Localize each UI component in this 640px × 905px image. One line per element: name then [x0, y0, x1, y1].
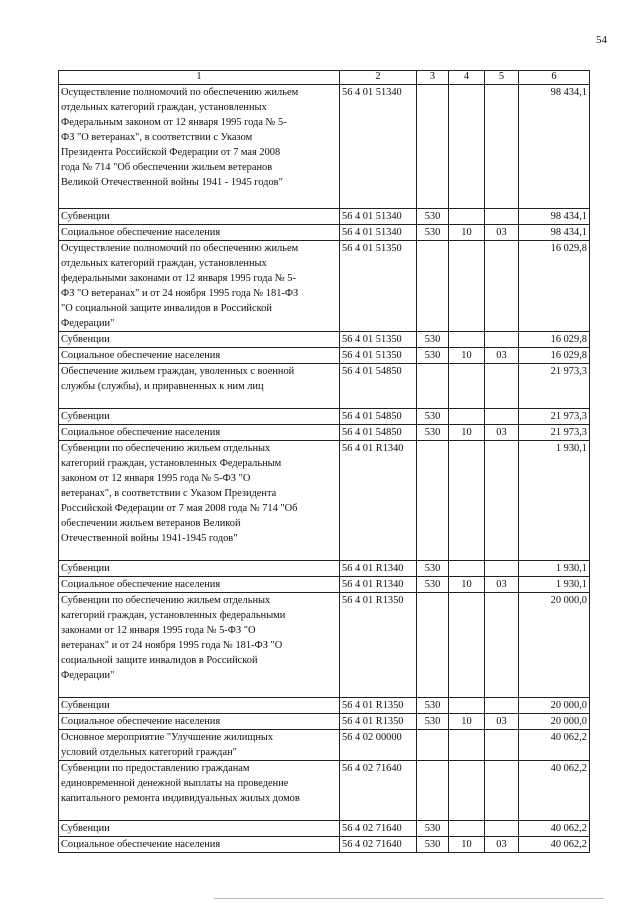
- row-name-cell: Субвенции по обеспечению жильем отдельных категорий граждан, установленных Федеральным законом от 12 января 1995 года № 5-ФЗ "О ветеранах", в соответствии с Указом Президента Российской Федерации от 7 мая 2008 года № 714 "Об обеспечении жильем ветеранов Великой Отечественной войны 1941-1945 годов": [59, 441, 340, 561]
- row-name-cell: Социальное обеспечение населения: [59, 837, 340, 853]
- row-name-cell: Субвенции по предоставлению гражданам единовременной денежной выплаты на проведение капитального ремонта индивидуальных жилых домов: [59, 761, 340, 821]
- table-row: [59, 241, 590, 332]
- row-name-cell: Субвенции: [59, 698, 340, 714]
- table-row: [59, 561, 590, 577]
- row-vr-cell: [417, 593, 449, 698]
- row-name-cell: Социальное обеспечение населения: [59, 425, 340, 441]
- row-rz-cell: 10: [449, 348, 485, 364]
- row-vr-cell: [417, 761, 449, 821]
- row-code-cell: 56 4 02 00000: [340, 730, 417, 761]
- row-code-cell: 56 4 01 54850: [340, 364, 417, 409]
- row-name-cell: Обеспечение жильем граждан, уволенных с военной службы (службы), и приравненных к ним лиц: [59, 364, 340, 409]
- row-sum-cell: 98 434,1: [519, 225, 590, 241]
- row-name-cell: Осуществление полномочий по обеспечению жильем отдельных категорий граждан, установленных Федеральным законом от 12 января 1995 года № 5- ФЗ "О ветеранах", в соответствии с Указом Президента Российской Федерации от 7 мая 2008 года № 714 "Об обеспечении жильем ветеранов Великой Отечественной войны 1941 - 1945 годов": [59, 85, 340, 209]
- row-vr-cell: 530: [417, 837, 449, 853]
- row-pr-cell: 03: [485, 225, 519, 241]
- row-vr-cell: [417, 364, 449, 409]
- row-pr-cell: [485, 332, 519, 348]
- table-row: [59, 577, 590, 593]
- row-pr-cell: [485, 85, 519, 209]
- row-code-cell: 56 4 01 R1340: [340, 577, 417, 593]
- row-vr-cell: [417, 241, 449, 332]
- header-cell: 4: [449, 71, 485, 85]
- row-name-cell: Субвенции: [59, 821, 340, 837]
- table-row: [59, 409, 590, 425]
- row-rz-cell: [449, 364, 485, 409]
- row-code-cell: 56 4 01 R1340: [340, 561, 417, 577]
- row-rz-cell: 10: [449, 577, 485, 593]
- row-sum-cell: 40 062,2: [519, 821, 590, 837]
- page-number: 54: [596, 34, 607, 46]
- row-pr-cell: 03: [485, 425, 519, 441]
- row-rz-cell: [449, 698, 485, 714]
- table-row: [59, 425, 590, 441]
- row-pr-cell: [485, 441, 519, 561]
- row-pr-cell: [485, 241, 519, 332]
- row-vr-cell: 530: [417, 698, 449, 714]
- row-pr-cell: [485, 730, 519, 761]
- row-rz-cell: [449, 409, 485, 425]
- table-row: [59, 209, 590, 225]
- row-rz-cell: [449, 209, 485, 225]
- row-code-cell: 56 4 02 71640: [340, 821, 417, 837]
- row-code-cell: 56 4 01 R1350: [340, 593, 417, 698]
- row-name-cell: Социальное обеспечение населения: [59, 577, 340, 593]
- row-sum-cell: 16 029,8: [519, 348, 590, 364]
- row-vr-cell: [417, 85, 449, 209]
- table-row: [59, 441, 590, 561]
- row-sum-cell: 20 000,0: [519, 593, 590, 698]
- budget-table: [58, 70, 590, 853]
- table-row: [59, 364, 590, 409]
- row-rz-cell: 10: [449, 714, 485, 730]
- row-pr-cell: 03: [485, 714, 519, 730]
- row-sum-cell: 98 434,1: [519, 85, 590, 209]
- row-code-cell: 56 4 01 51340: [340, 85, 417, 209]
- row-pr-cell: [485, 698, 519, 714]
- table-row: [59, 698, 590, 714]
- table-row: [59, 714, 590, 730]
- table-row: [59, 348, 590, 364]
- row-code-cell: 56 4 01 R1350: [340, 714, 417, 730]
- row-code-cell: 56 4 01 54850: [340, 425, 417, 441]
- row-name-cell: Социальное обеспечение населения: [59, 225, 340, 241]
- row-rz-cell: [449, 561, 485, 577]
- row-code-cell: 56 4 01 51350: [340, 332, 417, 348]
- table-row: [59, 593, 590, 698]
- row-name-cell: Осуществление полномочий по обеспечению жильем отдельных категорий граждан, установленных федеральными законами от 12 января 1995 года № 5- ФЗ "О ветеранах" и от 24 ноября 1995 года № 181-ФЗ "О социальной защите инвалидов в Российской Федерации": [59, 241, 340, 332]
- row-sum-cell: 21 973,3: [519, 425, 590, 441]
- row-sum-cell: 16 029,8: [519, 241, 590, 332]
- row-vr-cell: 530: [417, 225, 449, 241]
- row-code-cell: 56 4 01 R1340: [340, 441, 417, 561]
- row-pr-cell: [485, 821, 519, 837]
- row-pr-cell: [485, 364, 519, 409]
- row-name-cell: Социальное обеспечение населения: [59, 714, 340, 730]
- row-name-cell: Основное мероприятие "Улучшение жилищных условий отдельных категорий граждан": [59, 730, 340, 761]
- row-sum-cell: 20 000,0: [519, 698, 590, 714]
- row-pr-cell: [485, 561, 519, 577]
- table-row: [59, 85, 590, 209]
- row-name-cell: Субвенции: [59, 332, 340, 348]
- row-pr-cell: 03: [485, 348, 519, 364]
- row-vr-cell: 530: [417, 409, 449, 425]
- row-sum-cell: 40 062,2: [519, 730, 590, 761]
- row-code-cell: 56 4 01 51340: [340, 225, 417, 241]
- row-rz-cell: [449, 730, 485, 761]
- table-row: [59, 837, 590, 853]
- row-code-cell: 56 4 01 51350: [340, 241, 417, 332]
- row-rz-cell: [449, 332, 485, 348]
- row-rz-cell: [449, 593, 485, 698]
- row-pr-cell: 03: [485, 837, 519, 853]
- row-vr-cell: [417, 441, 449, 561]
- row-pr-cell: [485, 761, 519, 821]
- row-sum-cell: 40 062,2: [519, 837, 590, 853]
- row-rz-cell: [449, 85, 485, 209]
- row-code-cell: 56 4 01 51340: [340, 209, 417, 225]
- row-sum-cell: 98 434,1: [519, 209, 590, 225]
- row-name-cell: Субвенции: [59, 209, 340, 225]
- row-vr-cell: 530: [417, 332, 449, 348]
- row-pr-cell: [485, 209, 519, 225]
- row-sum-cell: 21 973,3: [519, 409, 590, 425]
- table-row: [59, 761, 590, 821]
- row-rz-cell: [449, 761, 485, 821]
- row-code-cell: 56 4 01 R1350: [340, 698, 417, 714]
- row-vr-cell: 530: [417, 714, 449, 730]
- header-cell: 1: [59, 71, 340, 85]
- table-row: [59, 225, 590, 241]
- row-rz-cell: 10: [449, 225, 485, 241]
- row-vr-cell: [417, 730, 449, 761]
- scan-artifact-line: [214, 898, 604, 899]
- row-name-cell: Социальное обеспечение населения: [59, 348, 340, 364]
- row-rz-cell: 10: [449, 425, 485, 441]
- row-pr-cell: [485, 409, 519, 425]
- row-rz-cell: 10: [449, 837, 485, 853]
- row-sum-cell: 40 062,2: [519, 761, 590, 821]
- row-vr-cell: 530: [417, 425, 449, 441]
- row-sum-cell: 1 930,1: [519, 441, 590, 561]
- table-row: [59, 332, 590, 348]
- row-vr-cell: 530: [417, 577, 449, 593]
- row-name-cell: Субвенции по обеспечению жильем отдельных категорий граждан, установленных федеральными законами от 12 января 1995 года № 5-ФЗ "О ветеранах" и от 24 ноября 1995 года № 181-ФЗ "О социальной защите инвалидов в Российской Федерации": [59, 593, 340, 698]
- header-row: [59, 71, 590, 85]
- row-vr-cell: 530: [417, 561, 449, 577]
- header-cell: 5: [485, 71, 519, 85]
- row-sum-cell: 16 029,8: [519, 332, 590, 348]
- header-cell: 6: [519, 71, 590, 85]
- row-pr-cell: 03: [485, 577, 519, 593]
- row-sum-cell: 1 930,1: [519, 561, 590, 577]
- header-cell: 2: [340, 71, 417, 85]
- row-sum-cell: 1 930,1: [519, 577, 590, 593]
- row-vr-cell: 530: [417, 209, 449, 225]
- table-row: [59, 730, 590, 761]
- row-name-cell: Субвенции: [59, 409, 340, 425]
- row-vr-cell: 530: [417, 821, 449, 837]
- row-code-cell: 56 4 02 71640: [340, 837, 417, 853]
- row-name-cell: Субвенции: [59, 561, 340, 577]
- row-pr-cell: [485, 593, 519, 698]
- row-code-cell: 56 4 01 51350: [340, 348, 417, 364]
- header-cell: 3: [417, 71, 449, 85]
- row-rz-cell: [449, 821, 485, 837]
- row-sum-cell: 20 000,0: [519, 714, 590, 730]
- row-code-cell: 56 4 01 54850: [340, 409, 417, 425]
- row-vr-cell: 530: [417, 348, 449, 364]
- row-code-cell: 56 4 02 71640: [340, 761, 417, 821]
- row-rz-cell: [449, 441, 485, 561]
- row-sum-cell: 21 973,3: [519, 364, 590, 409]
- row-rz-cell: [449, 241, 485, 332]
- table-row: [59, 821, 590, 837]
